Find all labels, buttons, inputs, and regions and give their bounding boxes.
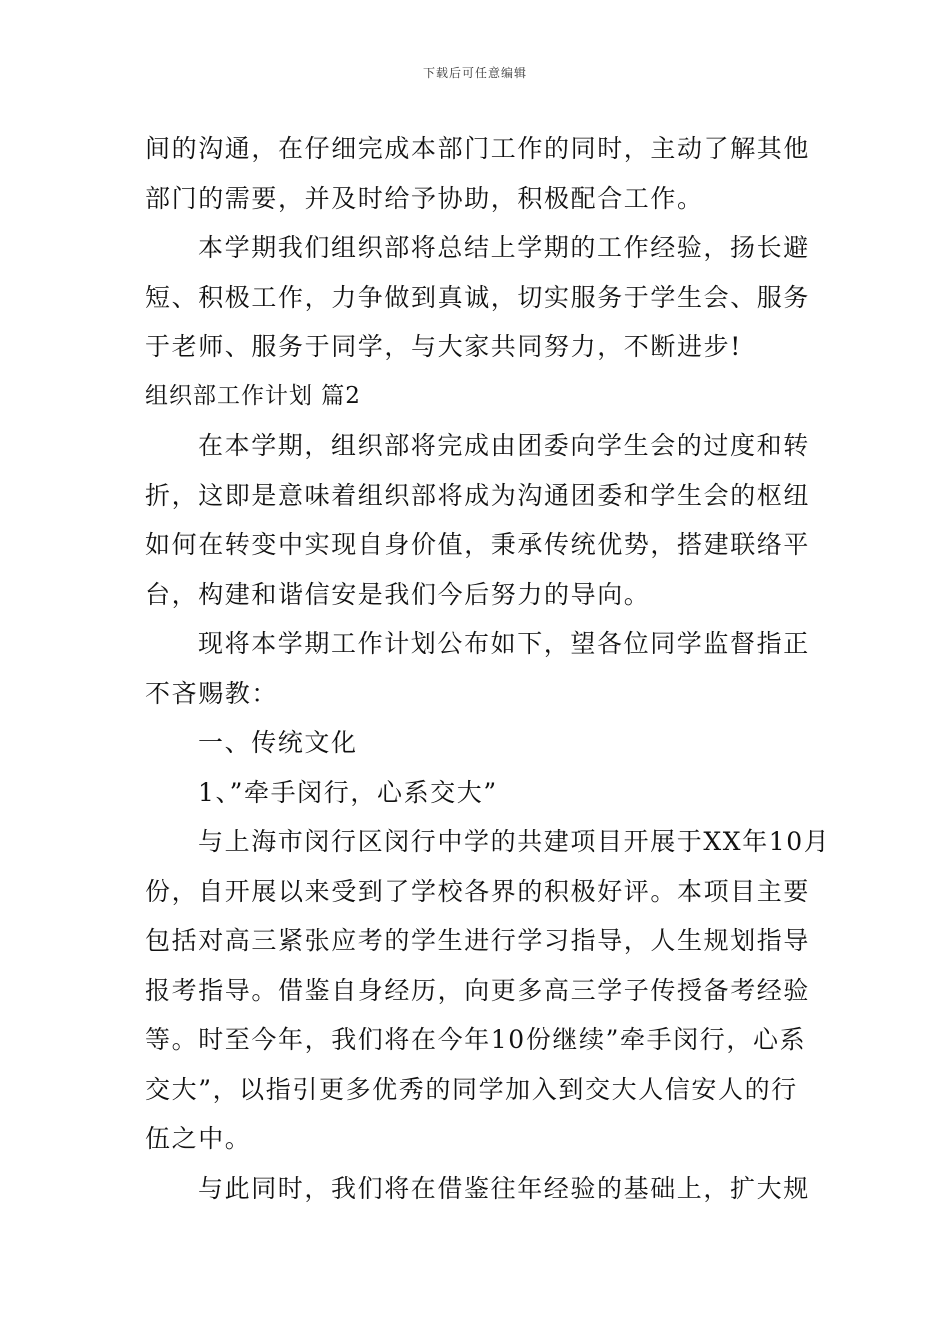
text-line: 折，这即是意味着组织部将成为沟通团委和学生会的枢纽	[145, 480, 811, 510]
paragraph-start: 与上海市闵行区闵行中学的共建项目开展于XX年10月	[198, 827, 831, 856]
paragraph-start: 与此同时，我们将在借鉴往年经验的基础上，扩大规	[198, 1173, 810, 1203]
text-line: 不吝赐教：	[145, 678, 279, 708]
document-body	[145, 124, 831, 1213]
text-line: 报考指导。借鉴自身经历，向更多高三学子传授备考经验	[145, 975, 811, 1005]
item-heading: 1、”牵手闵行，心系交大”	[198, 777, 498, 807]
text-line: 包括对高三紧张应考的学生进行学习指导，人生规划指导	[145, 926, 811, 955]
text-line: 间的沟通，在仔细完成本部门工作的同时，主动了解其他	[145, 134, 811, 163]
text-line: 伍之中。	[145, 1124, 252, 1153]
text-line: 等。时至今年，我们将在今年10份继续”牵手闵行，心系	[145, 1025, 807, 1054]
page-header: 下载后可任意编辑	[422, 66, 527, 80]
section-title: 组织部工作计划 篇2	[145, 382, 361, 409]
text-line: 交大”，以指引更多优秀的同学加入到交大人信安人的行	[145, 1074, 798, 1104]
paragraph-start: 现将本学期工作计划公布如下，望各位同学监督指正	[198, 629, 810, 658]
subsection-heading: 一、传统文化	[198, 728, 358, 757]
text-line: 于老师、服务于同学，与大家共同努力，不断进步!	[145, 332, 742, 361]
text-line: 短、积极工作，力争做到真诚，切实服务于学生会、服务	[145, 282, 811, 312]
text-line: 如何在转变中实现自身价值，秉承传统优势，搭建联络平	[145, 530, 811, 559]
paragraph-start: 在本学期，组织部将完成由团委向学生会的过度和转	[198, 431, 810, 460]
text-line: 部门的需要，并及时给予协助，积极配合工作。	[145, 183, 704, 213]
text-line: 台，构建和谐信安是我们今后努力的导向。	[145, 579, 651, 609]
text-line: 份，自开展以来受到了学校各界的积极好评。本项目主要	[145, 876, 811, 906]
paragraph-start: 本学期我们组织部将总结上学期的工作经验，扬长避	[198, 233, 810, 262]
